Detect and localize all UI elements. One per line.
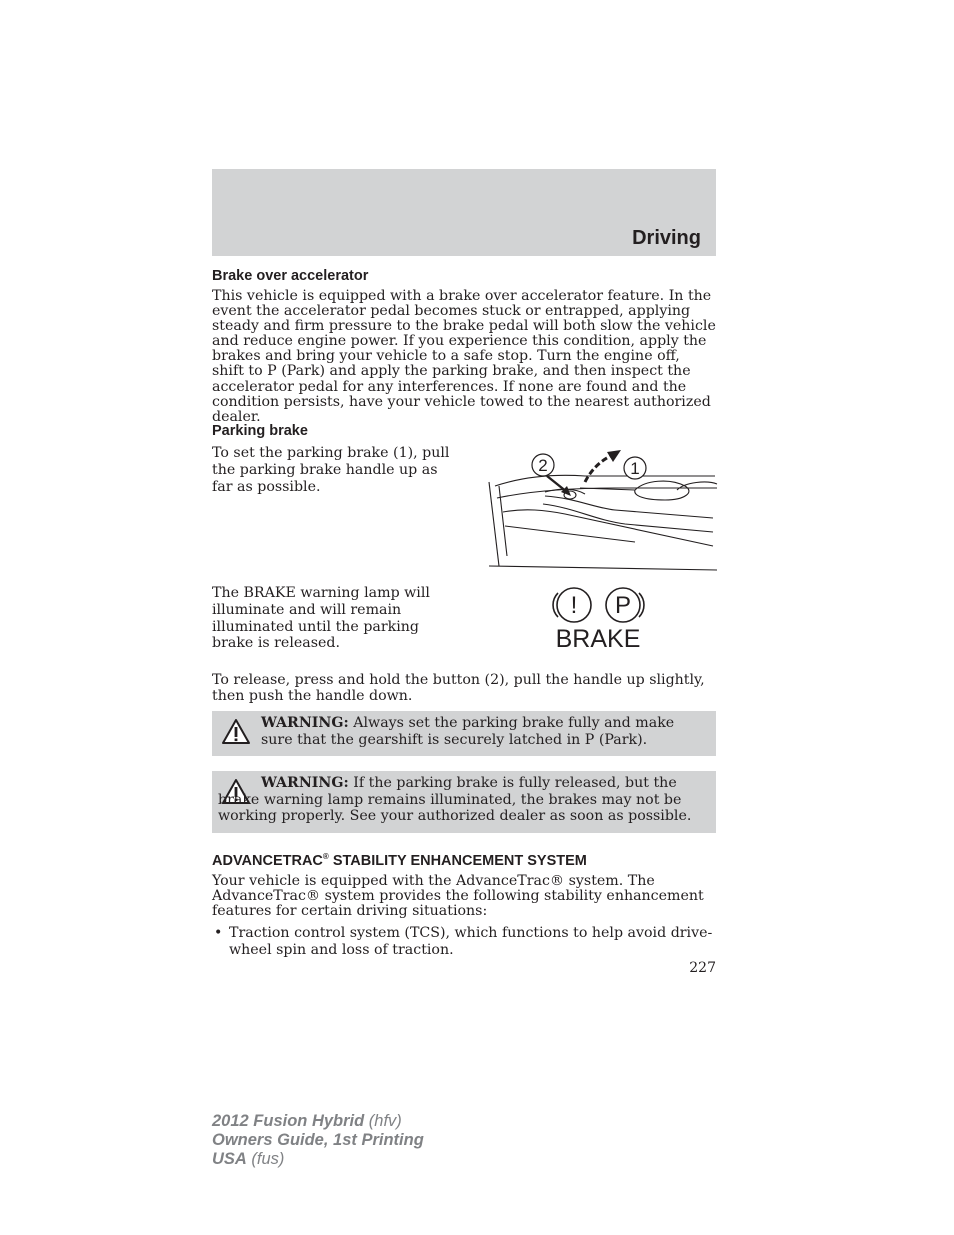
brake-over-accelerator-text: This vehicle is equipped with a brake over accelerator feature. In the event the accelerator pedal becomes stuck or entrapped, applying steady and firm pressure to the brake pedal will both slow the vehicle and reduce engine power. If you experience this condition, apply the brakes and bring your vehicle to a safe stop. Turn the engine off, shift to P (Park) and apply the parking brake, and then inspect the accelerator pedal for any interferences. If none are found and the condition persists, have your vehicle towed to the nearest authorized dealer. [212, 288, 716, 425]
arrow-pull-handle [585, 454, 615, 482]
warning-box-2 [212, 771, 716, 833]
heading-brake-over-accelerator: Brake over accelerator [212, 268, 369, 284]
page-number: 227 [689, 960, 716, 976]
lamp-brake-word: BRAKE [555, 625, 641, 653]
advancetrac-intro-text: Your vehicle is equipped with the AdvanceTrac® system. The AdvanceTrac® system provides the following stability enhancement features for certain driving situations: [212, 873, 704, 920]
warning-text-2: WARNING: If the parking brake is fully released, but the brake warning lamp remains illuminated, the brakes may not be working properly. See your authorized dealer as soon as possible. [218, 775, 692, 824]
warning-triangle-icon [221, 718, 251, 745]
brake-lamp-text: The BRAKE warning lamp will illuminate and will remain illuminated until the parking brake is released. [212, 585, 430, 652]
callout-label-1: 1 [630, 459, 640, 478]
document-footer: 2012 Fusion Hybrid (hfv) Owners Guide, 1st Printing USA (fus) [212, 1112, 424, 1168]
list-item: • Traction control system (TCS), which functions to help avoid drive-wheel spin and loss of traction. [214, 925, 713, 958]
heading-parking-brake: Parking brake [212, 423, 308, 439]
arrow-head-pull [607, 450, 621, 462]
lamp-exclaim: ! [570, 592, 578, 619]
brake-warning-lamp-symbol [548, 585, 648, 655]
advancetrac-features-list [212, 925, 716, 959]
section-header-band [212, 169, 716, 256]
parking-brake-handle-illustration [485, 448, 720, 574]
warning-text-1: WARNING: Always set the parking brake fully and make sure that the gearshift is securely latched in P (Park). [261, 715, 675, 748]
section-title: Driving [632, 227, 701, 249]
heading-advancetrac: ADVANCETRAC® STABILITY ENHANCEMENT SYSTEM [212, 852, 587, 869]
parking-brake-set-text: To set the parking brake (1), pull the parking brake handle up as far as possible. [212, 445, 450, 495]
lamp-p: P [614, 592, 632, 619]
parking-brake-release-text: To release, press and hold the button (2), pull the handle up slightly, then push the handle down. [212, 672, 705, 704]
callout-label-2: 2 [538, 456, 548, 475]
warning-box-1 [212, 711, 716, 756]
